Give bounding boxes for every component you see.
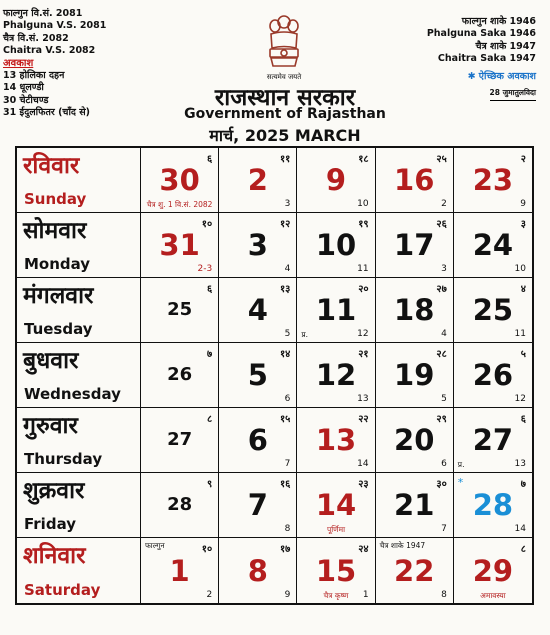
date-number: 18 xyxy=(394,293,435,327)
date-number: 26 xyxy=(167,364,193,385)
saka-date: 9 xyxy=(284,590,291,600)
date-number: 1 xyxy=(169,553,190,588)
date-cell[interactable] xyxy=(141,213,219,278)
date-note: पूर्णिमा xyxy=(326,525,346,534)
date-cell[interactable] xyxy=(376,538,454,603)
weekday-label xyxy=(17,278,141,343)
weekday-hindi: गुरुवार xyxy=(23,413,78,439)
tithi-number: ४ xyxy=(520,284,526,295)
weekday-hindi: मंगलवार xyxy=(23,283,94,309)
weekday-label xyxy=(17,343,141,408)
date-note: चैत्र शाके 1947 xyxy=(379,541,426,550)
date-number: 24 xyxy=(472,228,514,262)
date-number: 4 xyxy=(247,293,268,327)
date-cell[interactable] xyxy=(454,213,532,278)
tithi-number: २५ xyxy=(436,154,447,165)
date-cell[interactable] xyxy=(454,538,532,603)
date-cell[interactable] xyxy=(297,148,375,213)
saka-date: 9 xyxy=(520,199,526,209)
weekday-label xyxy=(17,473,141,538)
saka-date: 6 xyxy=(284,394,291,404)
date-number: 27 xyxy=(167,429,193,450)
saka-date: 13 xyxy=(357,394,369,404)
tithi-number: १६ xyxy=(279,479,291,490)
date-note: फाल्गुन xyxy=(145,541,165,550)
weekday-hindi: शुक्रवार xyxy=(23,478,85,504)
saka-date: 5 xyxy=(284,329,291,339)
date-number: 6 xyxy=(247,423,268,457)
date-cell[interactable] xyxy=(219,473,297,538)
weekday-label xyxy=(17,148,141,213)
date-number: 23 xyxy=(472,163,514,197)
tithi-number: १३ xyxy=(279,284,291,295)
date-cell[interactable] xyxy=(376,408,454,473)
weekday-label xyxy=(17,408,141,473)
date-cell[interactable] xyxy=(376,148,454,213)
saka-date: 13 xyxy=(514,459,526,469)
tithi-number: १५ xyxy=(279,414,291,425)
date-number: 5 xyxy=(247,358,268,392)
date-number: 29 xyxy=(472,553,514,588)
saka-date: 11 xyxy=(514,329,526,339)
saka-date: 14 xyxy=(514,524,526,534)
date-cell[interactable] xyxy=(454,408,532,473)
weekday-english: Tuesday xyxy=(24,320,93,338)
optional-holiday-note: 28 जुमातुलविदा xyxy=(490,87,536,101)
date-cell[interactable] xyxy=(141,473,219,538)
weekday-label xyxy=(17,538,141,603)
date-number: 28 xyxy=(472,488,514,522)
emblem-motto: सत्यमेव जयते xyxy=(266,73,302,81)
date-cell[interactable] xyxy=(376,343,454,408)
date-cell[interactable] xyxy=(297,538,375,603)
saka-date: 10 xyxy=(514,264,526,274)
weekday-hindi: शनिवार xyxy=(23,543,86,569)
date-number: 31 xyxy=(159,228,200,262)
date-number: 14 xyxy=(315,488,357,522)
tithi-number: ३० xyxy=(436,479,447,490)
date-cell[interactable] xyxy=(376,213,454,278)
date-number: 17 xyxy=(394,228,435,262)
header-left-line: चैत्र वि.सं. 2082 xyxy=(3,32,69,44)
date-number: 16 xyxy=(394,163,435,197)
tithi-number: ६ xyxy=(520,414,526,425)
tithi-number: २२ xyxy=(358,414,369,425)
calendar-grid xyxy=(15,146,534,605)
date-note: प्र. xyxy=(457,460,465,469)
saka-date: 2 xyxy=(441,199,447,209)
weekday-english: Monday xyxy=(24,255,91,273)
date-cell[interactable] xyxy=(454,278,532,343)
date-cell[interactable] xyxy=(454,148,532,213)
optional-holiday-label: ऐच्छिक अवकाश xyxy=(478,70,536,82)
date-number: 12 xyxy=(315,358,357,392)
tithi-number: ७ xyxy=(206,349,213,360)
header-left-line: Chaitra V.S. 2082 xyxy=(3,45,96,57)
holiday-heading: अवकाश xyxy=(3,57,34,69)
tithi-number: ३ xyxy=(520,219,526,230)
tithi-number: ९ xyxy=(206,479,213,490)
tithi-number: २४ xyxy=(358,544,369,555)
date-number: 11 xyxy=(315,293,357,327)
header-left-line: फाल्गुन वि.सं. 2081 xyxy=(3,8,83,19)
saka-date: 3 xyxy=(441,264,447,274)
tithi-number: ८ xyxy=(520,544,526,555)
tithi-number: १२ xyxy=(279,219,291,230)
date-number: 28 xyxy=(167,494,193,515)
date-cell[interactable] xyxy=(297,213,375,278)
tithi-number: १० xyxy=(201,544,213,555)
date-note: चैत्र शु. 1 वि.सं. 2082 xyxy=(146,200,213,209)
date-number: 26 xyxy=(472,358,514,392)
date-number: 9 xyxy=(325,163,347,197)
holiday-item: 14 धूलण्डी xyxy=(3,82,44,94)
saka-date: 8 xyxy=(441,590,447,600)
saka-date: 4 xyxy=(284,264,291,274)
saka-date: 14 xyxy=(357,459,369,469)
saka-date: 7 xyxy=(441,524,447,534)
date-number: 15 xyxy=(315,553,357,588)
date-cell[interactable] xyxy=(219,408,297,473)
tithi-number: २० xyxy=(358,284,369,295)
date-cell[interactable] xyxy=(297,343,375,408)
saka-date: 4 xyxy=(441,329,447,339)
page-subtitle: Government of Rajasthan xyxy=(184,106,386,122)
date-cell[interactable] xyxy=(141,343,219,408)
date-cell[interactable] xyxy=(141,148,219,213)
date-cell[interactable] xyxy=(219,213,297,278)
date-number: 19 xyxy=(394,358,435,392)
weekday-english: Wednesday xyxy=(24,385,121,403)
saka-date: 2-3 xyxy=(197,264,213,274)
date-cell[interactable] xyxy=(454,343,532,408)
tithi-number: १७ xyxy=(279,544,291,555)
date-cell[interactable] xyxy=(219,343,297,408)
asterisk-icon: * xyxy=(457,476,464,489)
saka-date: 12 xyxy=(357,329,369,339)
date-cell[interactable] xyxy=(141,538,219,603)
date-cell[interactable] xyxy=(219,538,297,603)
tithi-number: २७ xyxy=(436,284,447,295)
date-number: 25 xyxy=(167,299,193,320)
tithi-number: ५ xyxy=(520,349,526,360)
weekday-english: Thursday xyxy=(24,450,103,468)
date-cell[interactable] xyxy=(219,278,297,343)
date-number: 30 xyxy=(159,163,200,197)
month-title: मार्च, 2025 MARCH xyxy=(209,126,361,145)
weekday-english: Friday xyxy=(24,515,77,533)
date-cell[interactable] xyxy=(141,278,219,343)
date-cell[interactable] xyxy=(376,473,454,538)
holiday-item: 31 ईदुलफितर (चाँद से) xyxy=(3,107,91,119)
date-cell[interactable] xyxy=(297,408,375,473)
weekday-hindi: रविवार xyxy=(23,153,80,179)
weekday-english: Sunday xyxy=(24,190,87,208)
date-number: 21 xyxy=(394,488,435,522)
tithi-number: २८ xyxy=(436,349,447,360)
saka-date: 2 xyxy=(206,590,213,600)
saka-date: 7 xyxy=(284,459,291,469)
date-cell[interactable] xyxy=(141,408,219,473)
header-right-line: Chaitra Saka 1947 xyxy=(437,53,536,65)
saka-date: 1 xyxy=(362,590,369,600)
saka-date: 10 xyxy=(357,199,369,209)
saka-date: 11 xyxy=(357,264,369,274)
saka-date: 12 xyxy=(514,394,526,404)
date-number: 13 xyxy=(315,423,357,457)
date-cell[interactable] xyxy=(219,148,297,213)
date-number: 25 xyxy=(472,293,514,327)
tithi-number: २ xyxy=(520,154,526,165)
tithi-number: ११ xyxy=(279,154,291,165)
saka-date: 3 xyxy=(284,199,291,209)
weekday-hindi: बुधवार xyxy=(23,348,79,374)
weekday-hindi: सोमवार xyxy=(23,218,87,244)
holiday-item: 30 चेटीचण्ड xyxy=(3,94,49,106)
header-right-line: Phalguna Saka 1946 xyxy=(426,28,536,40)
tithi-number: २३ xyxy=(358,479,369,490)
holiday-item: 13 होलिका दहन xyxy=(3,70,65,82)
header-left-line: Phalguna V.S. 2081 xyxy=(3,20,107,32)
date-number: 10 xyxy=(315,228,357,262)
tithi-number: ६ xyxy=(206,284,213,295)
tithi-number: ८ xyxy=(206,414,213,425)
saka-date: 5 xyxy=(441,394,447,404)
date-note: चैत्र कृष्ण xyxy=(323,591,349,600)
date-cell[interactable] xyxy=(297,278,375,343)
date-cell[interactable] xyxy=(297,473,375,538)
tithi-number: १० xyxy=(201,219,213,230)
date-number: 2 xyxy=(247,163,268,197)
tithi-number: ७ xyxy=(520,479,526,490)
weekday-label xyxy=(17,213,141,278)
date-cell[interactable] xyxy=(376,278,454,343)
tithi-number: १८ xyxy=(358,154,369,165)
date-number: 20 xyxy=(394,423,435,457)
tithi-number: १९ xyxy=(358,219,369,230)
date-cell[interactable] xyxy=(454,473,532,538)
date-number: 3 xyxy=(247,228,268,262)
header-right-line: चैत्र शाके 1947 xyxy=(475,40,536,52)
tithi-number: २१ xyxy=(358,349,369,360)
tithi-number: ६ xyxy=(206,154,213,165)
date-number: 22 xyxy=(394,553,435,588)
date-number: 27 xyxy=(472,423,514,457)
tithi-number: १४ xyxy=(279,349,291,360)
saka-date: 6 xyxy=(441,459,447,469)
date-note: प्र. xyxy=(301,330,309,339)
tithi-number: २६ xyxy=(436,219,447,230)
date-note: अमावस्या xyxy=(480,591,506,600)
tithi-number: २९ xyxy=(436,414,447,425)
page-title: राजस्थान सरकार xyxy=(214,85,356,111)
asterisk-icon: ✱ xyxy=(467,70,476,82)
national-emblem-icon xyxy=(263,12,305,72)
weekday-english: Saturday xyxy=(24,581,101,599)
saka-date: 8 xyxy=(284,524,291,534)
header-right-line: फाल्गुन शाके 1946 xyxy=(461,16,536,27)
date-number: 8 xyxy=(247,553,268,588)
date-number: 7 xyxy=(247,488,268,522)
